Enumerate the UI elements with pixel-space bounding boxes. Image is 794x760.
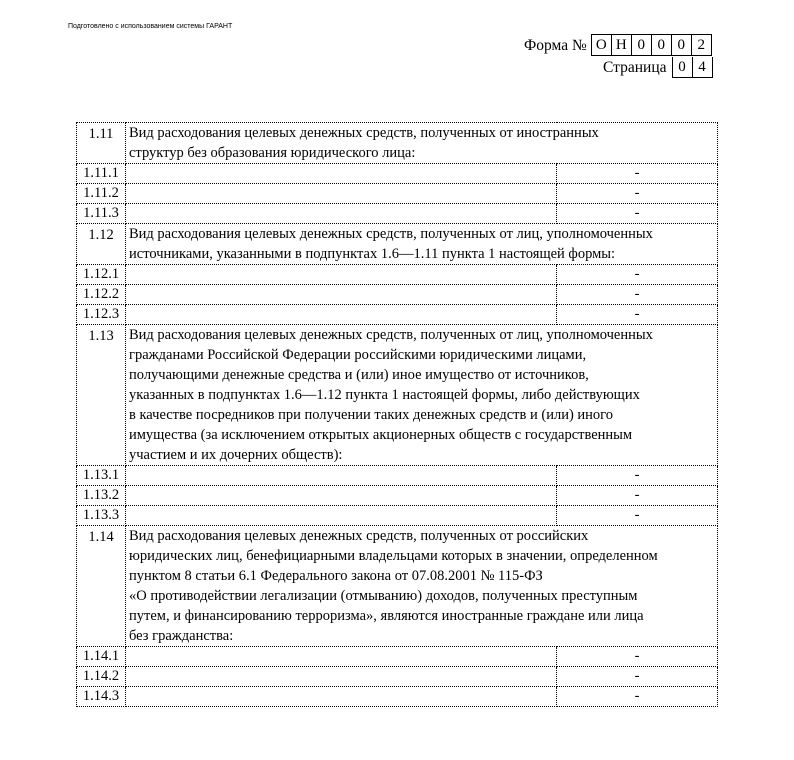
item-amount-cell[interactable]: - [557, 647, 718, 667]
section-description-line: получающими денежные средства и (или) иное имущество от источников, [129, 367, 589, 383]
form-number-cell: 2 [692, 35, 712, 56]
form-number-row [524, 34, 712, 56]
item-amount-cell[interactable]: - [557, 667, 718, 687]
item-number: 1.13.2 [77, 486, 126, 506]
item-amount-cell[interactable]: - [557, 506, 718, 526]
expenditure-table [76, 122, 718, 707]
item-number: 1.11.1 [77, 164, 126, 184]
item-number: 1.14.1 [77, 647, 126, 667]
form-number-cells [591, 34, 712, 56]
form-number-cell: Н [612, 35, 632, 56]
item-amount-cell[interactable]: - [557, 285, 718, 305]
item-amount-cell[interactable]: - [557, 184, 718, 204]
section-description-line: пунктом 8 статьи 6.1 Федерального закона от 07.08.2001 № 115-ФЗ [129, 568, 543, 584]
item-row [77, 466, 718, 486]
item-row [77, 164, 718, 184]
item-row [77, 285, 718, 305]
item-description-cell[interactable] [126, 285, 557, 305]
section-row [77, 224, 718, 265]
section-number: 1.13 [77, 325, 126, 466]
item-description-cell[interactable] [126, 486, 557, 506]
item-description-cell[interactable] [126, 466, 557, 486]
page-number-cell: 0 [673, 57, 693, 78]
form-number-cell: О [592, 35, 612, 56]
item-row [77, 486, 718, 506]
section-number: 1.11 [77, 123, 126, 164]
item-amount-cell[interactable]: - [557, 265, 718, 285]
item-description-cell[interactable] [126, 305, 557, 325]
form-number-label: Форма № [524, 37, 587, 54]
form-number-cell: 0 [672, 35, 692, 56]
item-amount-cell[interactable]: - [557, 305, 718, 325]
item-description-cell[interactable] [126, 647, 557, 667]
section-description-line: путем, и финансированию терроризма», являются иностранные граждане или лица [129, 608, 644, 624]
section-description-line: Вид расходования целевых денежных средств, полученных от лиц, уполномоченных [129, 226, 653, 242]
section-description-line: указанных в подпунктах 1.6—1.12 пункта 1 настоящей формы, либо действующих [129, 387, 640, 403]
section-description-line: «О противодействии легализации (отмыванию) доходов, полученных преступным [129, 588, 638, 604]
item-number: 1.14.3 [77, 687, 126, 707]
section-description-line: гражданами Российской Федерации российскими юридическими лицами, [129, 347, 587, 363]
item-number: 1.12.2 [77, 285, 126, 305]
item-description-cell[interactable] [126, 265, 557, 285]
section-description-line: Вид расходования целевых денежных средств, полученных от иностранных [129, 125, 599, 141]
page-number-row [603, 57, 713, 78]
section-number: 1.14 [77, 526, 126, 647]
section-description-line: имущества (за исключением открытых акционерных обществ с государственным [129, 427, 633, 443]
section-description-line: в качестве посредников при получении таких денежных средств и (или) иного [129, 407, 614, 423]
section-description [126, 526, 718, 647]
item-description-cell[interactable] [126, 204, 557, 224]
section-description-line: юридических лиц, бенефициарными владельцами которых в значении, определенном [129, 548, 658, 564]
item-row [77, 305, 718, 325]
section-description [126, 224, 718, 265]
section-description-line: участием и их дочерних обществ): [129, 447, 343, 463]
item-number: 1.13.3 [77, 506, 126, 526]
page-number-label: Страница [603, 59, 667, 76]
section-row [77, 123, 718, 164]
page-number-cell: 4 [693, 57, 713, 78]
item-row [77, 687, 718, 707]
item-number: 1.12.3 [77, 305, 126, 325]
section-description [126, 123, 718, 164]
item-amount-cell[interactable]: - [557, 204, 718, 224]
item-number: 1.14.2 [77, 667, 126, 687]
item-description-cell[interactable] [126, 506, 557, 526]
item-description-cell[interactable] [126, 164, 557, 184]
page-number-cells [672, 57, 713, 78]
section-row [77, 526, 718, 647]
section-number: 1.12 [77, 224, 126, 265]
section-description-line: без гражданства: [129, 628, 234, 644]
item-amount-cell[interactable]: - [557, 164, 718, 184]
item-number: 1.11.3 [77, 204, 126, 224]
item-row [77, 265, 718, 285]
item-number: 1.12.1 [77, 265, 126, 285]
garant-note: Подготовлено с использованием системы ГАРАНТ [68, 23, 233, 30]
item-row [77, 647, 718, 667]
section-description-line: Вид расходования целевых денежных средств, полученных от лиц, уполномоченных [129, 327, 653, 343]
section-description-line: источниками, указанными в подпунктах 1.6—1.11 пункта 1 настоящей формы: [129, 246, 616, 262]
item-row [77, 204, 718, 224]
item-row [77, 506, 718, 526]
item-description-cell[interactable] [126, 184, 557, 204]
item-number: 1.13.1 [77, 466, 126, 486]
form-number-cell: 0 [632, 35, 652, 56]
section-description-line: Вид расходования целевых денежных средств, полученных от российских [129, 528, 589, 544]
section-description [126, 325, 718, 466]
section-description-line: структур без образования юридического лица: [129, 145, 416, 161]
item-description-cell[interactable] [126, 687, 557, 707]
form-number-cell: 0 [652, 35, 672, 56]
item-amount-cell[interactable]: - [557, 687, 718, 707]
item-number: 1.11.2 [77, 184, 126, 204]
item-row [77, 667, 718, 687]
section-row [77, 325, 718, 466]
item-description-cell[interactable] [126, 667, 557, 687]
item-amount-cell[interactable]: - [557, 486, 718, 506]
item-amount-cell[interactable]: - [557, 466, 718, 486]
item-row [77, 184, 718, 204]
